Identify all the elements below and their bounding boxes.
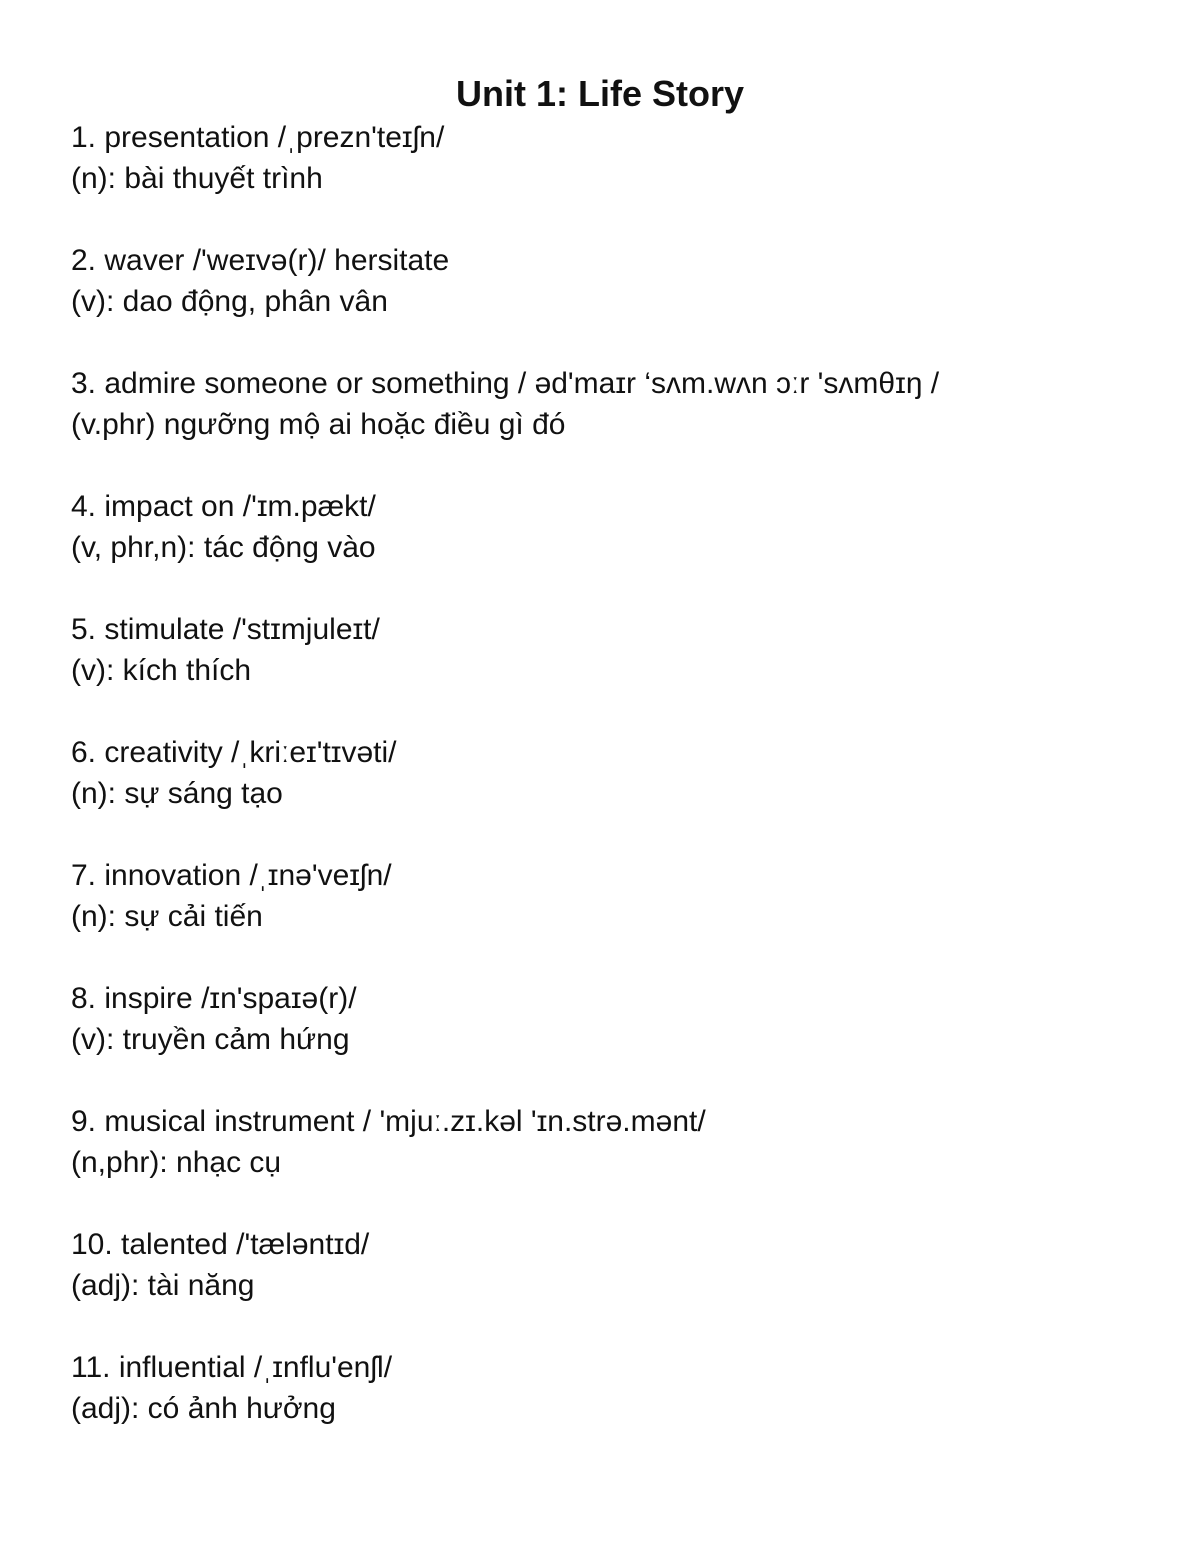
vocab-term-line: 2. waver /'weɪvə(r)/ hersitate: [71, 244, 450, 277]
vocab-term-line: 11. influential /ˌɪnflu'enʃl/: [71, 1351, 393, 1384]
vocab-entry-1: [71, 117, 1181, 199]
vocab-entry-3: [71, 363, 1181, 445]
vocabulary-list: [71, 117, 1181, 1470]
vocab-term-line: 3. admire someone or something / əd'maɪr ‘sʌm.wʌn ɔːr 'sʌmθɪŋ /: [71, 367, 940, 400]
vocab-meaning-line: (v, phr,n): tác động vào: [71, 531, 376, 564]
vocab-meaning-line: (adj): tài năng: [71, 1269, 255, 1302]
vocab-term-line: 4. impact on /'ɪm.pækt/: [71, 490, 376, 523]
vocab-entry-10: [71, 1224, 1181, 1306]
vocab-meaning-line: (v): kích thích: [71, 654, 252, 687]
vocab-term-line: 7. innovation /ˌɪnə'veɪʃn/: [71, 859, 392, 892]
vocab-entry-2: [71, 240, 1181, 322]
vocab-term-line: 10. talented /'tæləntɪd/: [71, 1228, 370, 1261]
vocab-term-line: 9. musical instrument / 'mjuː.zɪ.kəl 'ɪn.strə.mənt/: [71, 1105, 706, 1138]
vocab-entry-9: [71, 1101, 1181, 1183]
vocab-term-line: 6. creativity /ˌkriːeɪ'tɪvəti/: [71, 736, 397, 769]
vocab-meaning-line: (n): sự cải tiến: [71, 900, 263, 933]
vocab-term-line: 1. presentation /ˌprezn'teɪʃn/: [71, 121, 445, 154]
vocab-term-line: 5. stimulate /'stɪmjuleɪt/: [71, 613, 380, 646]
vocab-meaning-line: (adj): có ảnh hưởng: [71, 1392, 336, 1425]
vocab-entry-5: [71, 609, 1181, 691]
vocab-entry-11: [71, 1347, 1181, 1429]
vocab-meaning-line: (n): bài thuyết trình: [71, 162, 323, 195]
vocab-meaning-line: (v.phr) ngưỡng mộ ai hoặc điều gì đó: [71, 408, 566, 441]
vocab-entry-7: [71, 855, 1181, 937]
vocab-meaning-line: (n): sự sáng tạo: [71, 777, 283, 810]
vocab-entry-8: [71, 978, 1181, 1060]
vocab-term-line: 8. inspire /ɪn'spaɪə(r)/: [71, 982, 357, 1015]
vocab-meaning-line: (n,phr): nhạc cụ: [71, 1146, 282, 1179]
page-title: Unit 1: Life Story: [455, 73, 745, 114]
vocab-entry-4: [71, 486, 1181, 568]
vocab-entry-6: [71, 732, 1181, 814]
vocab-meaning-line: (v): dao động, phân vân: [71, 285, 388, 318]
vocab-meaning-line: (v): truyền cảm hứng: [71, 1023, 350, 1056]
